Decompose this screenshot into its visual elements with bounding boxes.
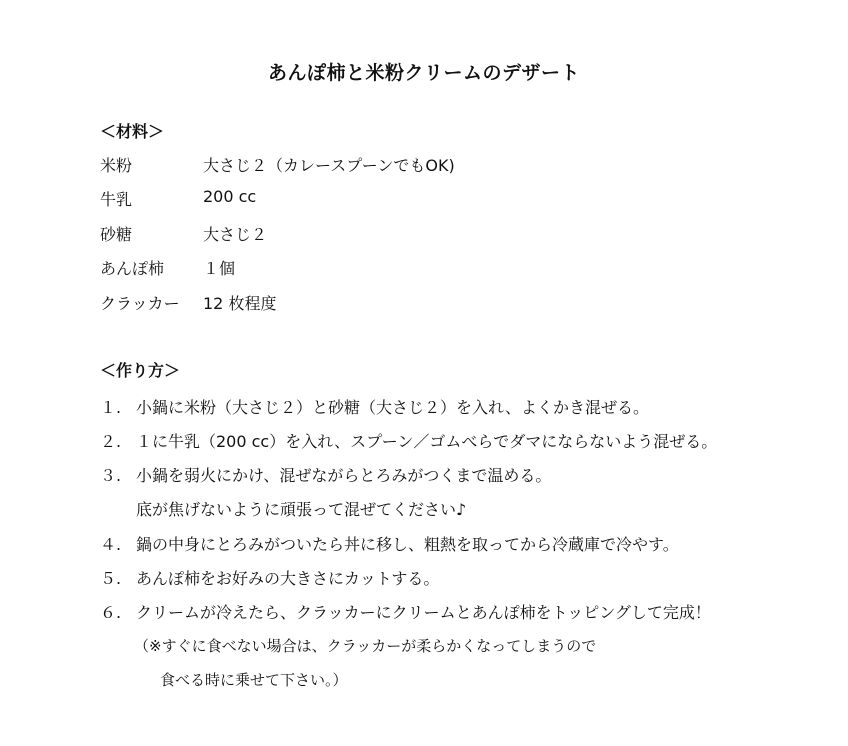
method-heading: ＜作り方＞ bbox=[100, 361, 181, 380]
step-number: ３. bbox=[100, 466, 122, 485]
step-number: １. bbox=[100, 398, 122, 417]
step-item bbox=[100, 600, 711, 623]
step-number: ６. bbox=[100, 603, 122, 622]
ingredient-name: 砂糖 bbox=[100, 225, 133, 244]
ingredient-name: あんぽ柿 bbox=[100, 259, 165, 278]
step-item bbox=[100, 395, 649, 418]
recipe-title: あんぽ柿と米粉クリームのデザート bbox=[267, 62, 580, 84]
step-continuation: 底が焦げないように頑張って混ぜてください♪ bbox=[136, 500, 467, 519]
ingredient-amount: 大さじ２（カレースプーンでもOK) bbox=[203, 156, 455, 175]
step-number: ５. bbox=[100, 569, 122, 588]
ingredient-name: 牛乳 bbox=[100, 190, 133, 209]
ingredient-name: クラッカー bbox=[100, 294, 180, 313]
ingredient-amount: 200 cc bbox=[203, 187, 257, 206]
step-item bbox=[100, 532, 679, 555]
step-number: ２. bbox=[100, 432, 122, 451]
step-item bbox=[100, 566, 439, 589]
ingredient-amount: 12 枚程度 bbox=[203, 294, 277, 313]
step-item bbox=[100, 463, 551, 486]
step-text: 小鍋に米粉（大さじ２）と砂糖（大さじ２）を入れ、よくかき混ぜる。 bbox=[136, 398, 649, 417]
step-item bbox=[100, 429, 717, 452]
ingredient-amount: 大さじ２ bbox=[203, 225, 268, 244]
ingredients-heading: ＜材料＞ bbox=[100, 122, 165, 141]
step-text: 鍋の中身にとろみがついたら丼に移し、粗熱を取ってから冷蔵庫で冷やす。 bbox=[136, 535, 679, 554]
ingredient-name: 米粉 bbox=[100, 156, 133, 175]
step-text: １に牛乳（200 cc）を入れ、スプーン／ゴムべらでダマにならないよう混ぜる。 bbox=[136, 432, 718, 451]
ingredient-amount: １個 bbox=[203, 259, 236, 278]
note-line: （※すぐに食べない場合は、クラッカーが柔らかくなってしまうので bbox=[134, 637, 597, 655]
step-text: あんぽ柿をお好みの大きさにカットする。 bbox=[136, 569, 440, 588]
step-text: クリームが冷えたら、クラッカーにクリームとあんぽ柿をトッピングして完成！ bbox=[136, 603, 711, 622]
note-line: 食べる時に乗せて下さい。） bbox=[160, 671, 348, 689]
step-number: ４. bbox=[100, 535, 122, 554]
step-text: 小鍋を弱火にかけ、混ぜながらとろみがつくまで温める。 bbox=[136, 466, 552, 485]
